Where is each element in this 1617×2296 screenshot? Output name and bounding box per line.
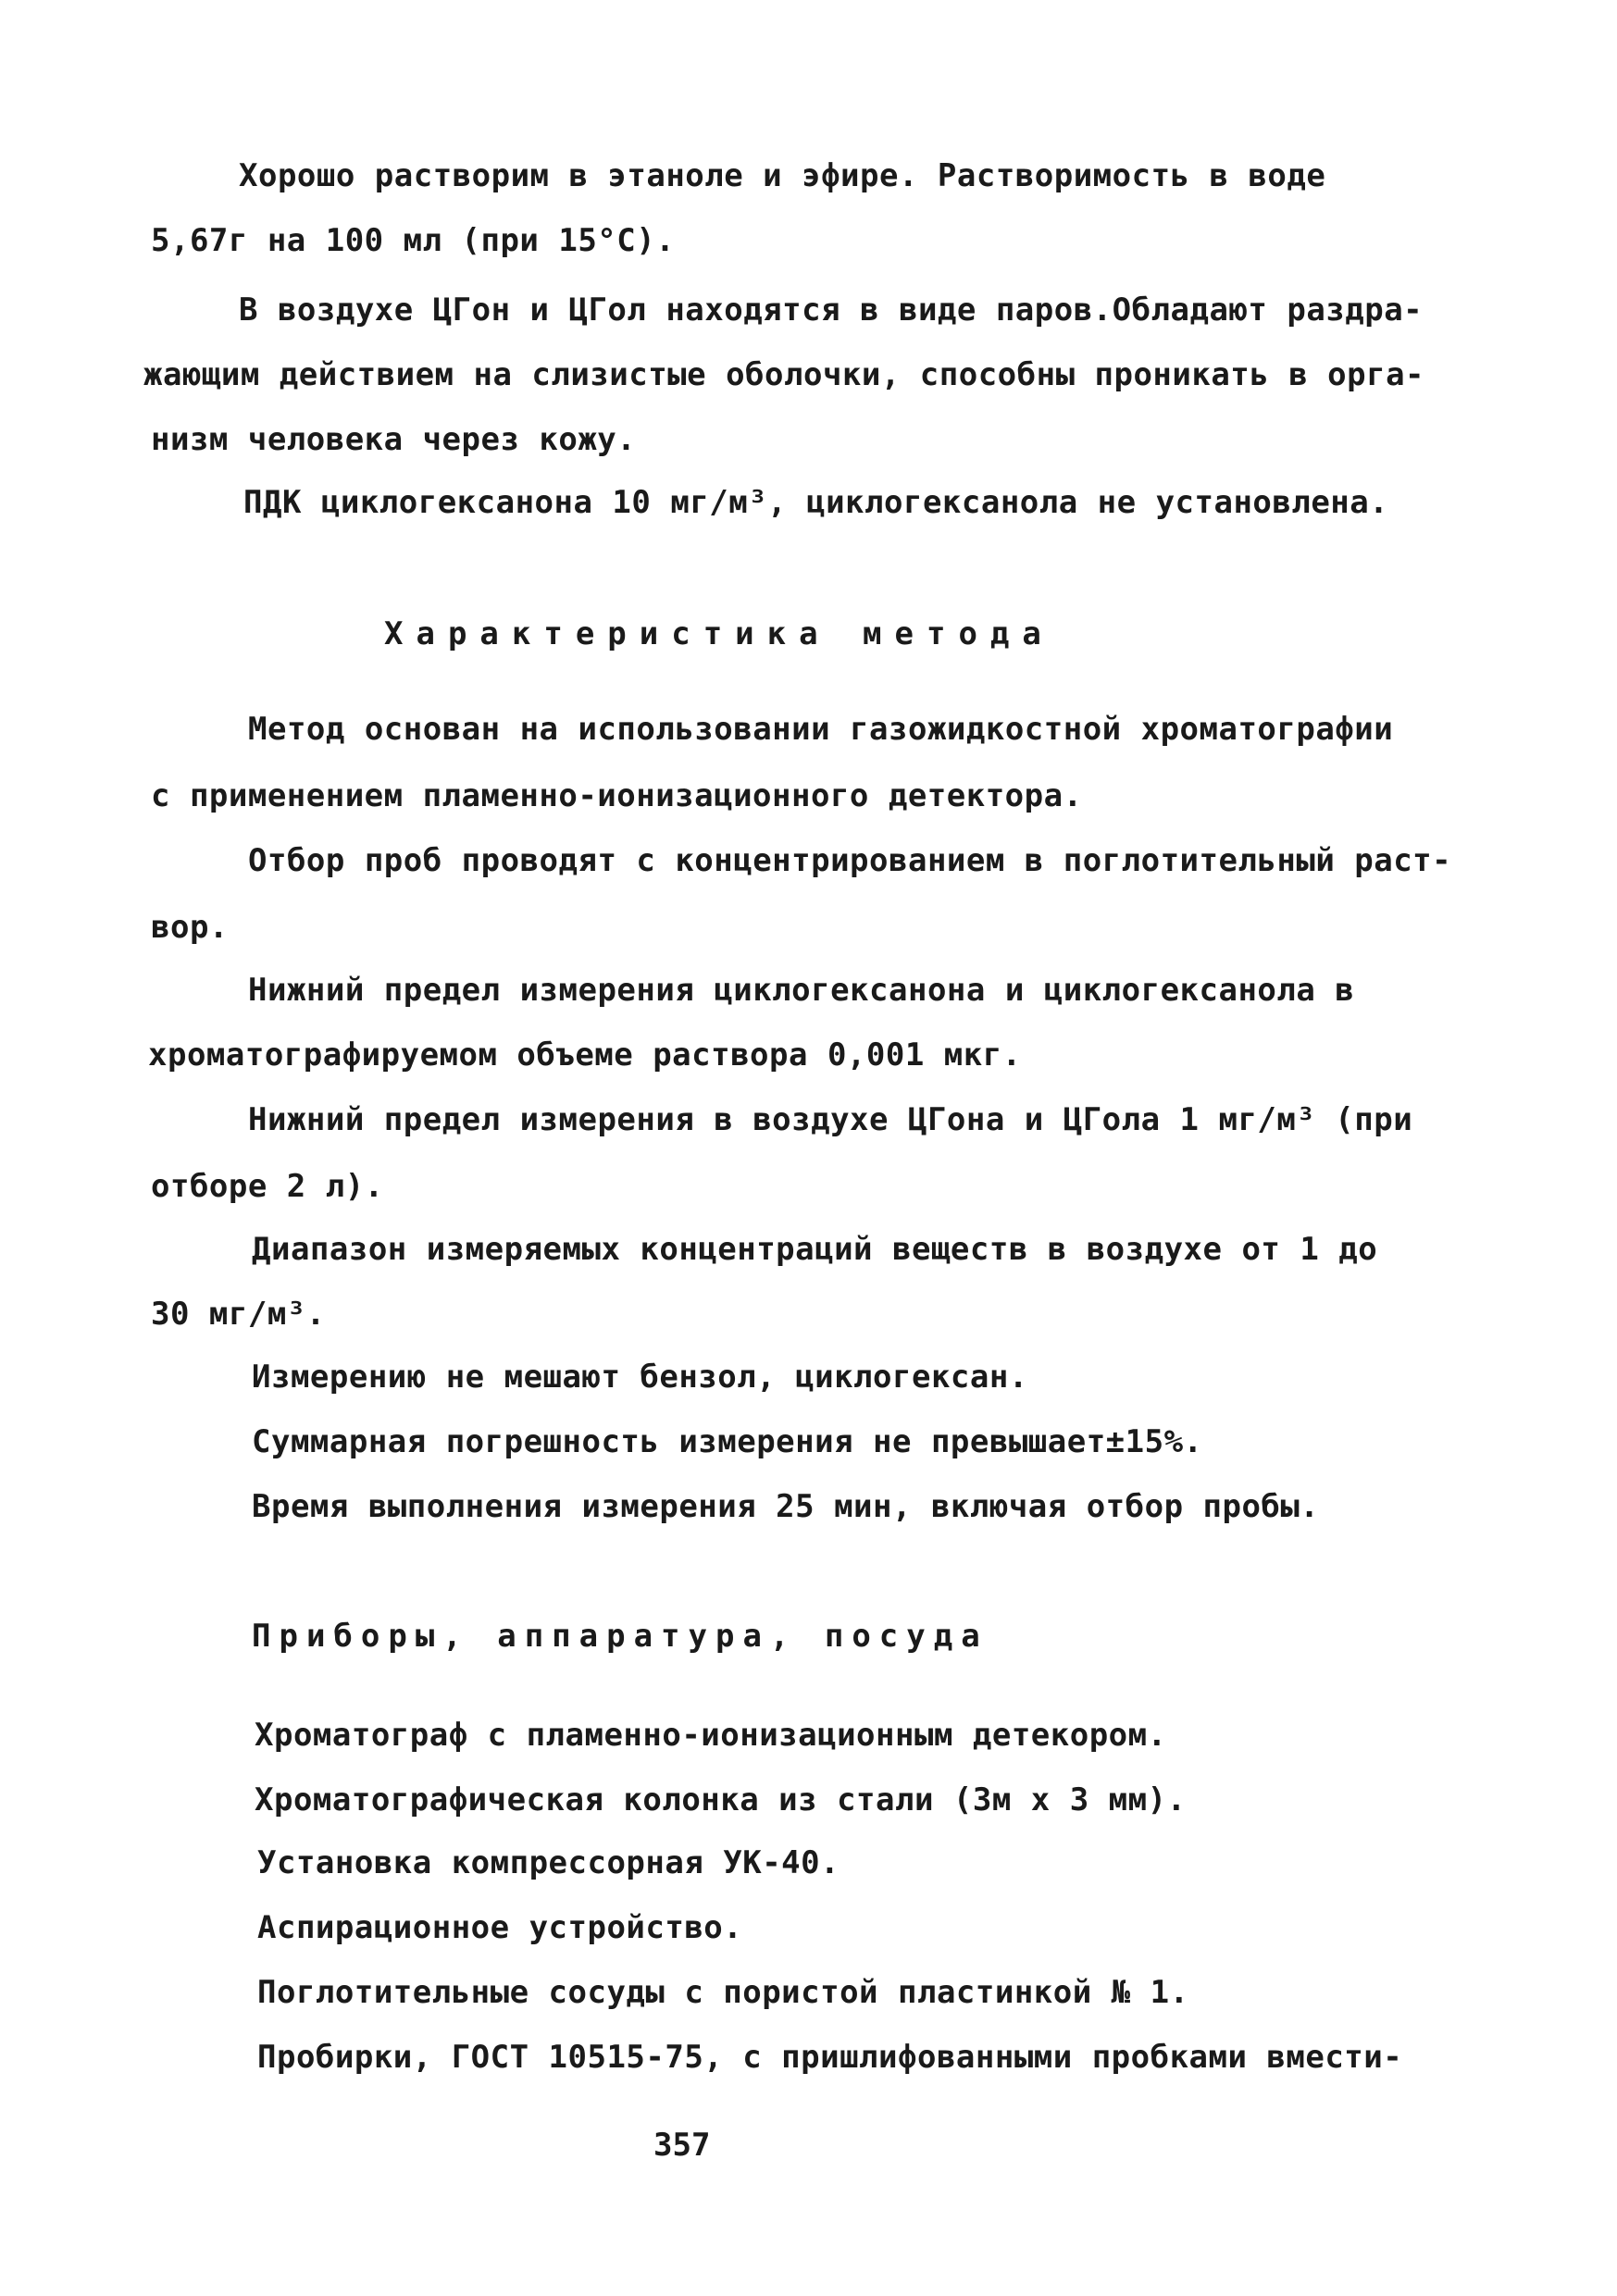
paragraph-text: Хорошо растворим в этаноле и эфире. Растворимость в воде (239, 157, 1326, 194)
paragraph-text: Метод основан на использовании газожидкостной хроматографии (248, 711, 1394, 748)
paragraph-text: В воздухе ЦГон и ЦГол находятся в виде паров.Обладают раздра- (239, 292, 1424, 329)
paragraph-text: вор. (151, 909, 229, 946)
paragraph-text: Измерению не мешают бензол, циклогексан. (252, 1359, 1028, 1396)
paragraph-text: Нижний предел измерения в воздухе ЦГона и ЦГола 1 мг/м³ (при (248, 1101, 1413, 1138)
list-item: Аспирационное устройство. (257, 1909, 743, 1946)
section-heading: Характеристика метода (384, 615, 1054, 652)
section-heading: Приборы, аппаратура, посуда (252, 1618, 989, 1655)
list-item: Хроматограф с пламенно-ионизационным детекором. (255, 1717, 1167, 1754)
paragraph-text: 5,67г на 100 мл (при 15°С). (151, 222, 676, 259)
paragraph-text: с применением пламенно-ионизационного детектора. (151, 777, 1083, 814)
paragraph-text: Отбор проб проводят с концентрированием в поглотительный раст- (248, 842, 1452, 879)
paragraph-text: Нижний предел измерения циклогексанона и циклогексанола в (248, 972, 1355, 1009)
paragraph-text: Суммарная погрешность измерения не превышает±15%. (252, 1423, 1203, 1460)
paragraph-text: ПДК циклогексанона 10 мг/м³, циклогексанола не установлена. (243, 484, 1389, 521)
paragraph-text: жающим действием на слизистые оболочки, способны проникать в орга- (143, 356, 1425, 393)
paragraph-text: отборе 2 л). (151, 1168, 384, 1205)
list-item: Установка компрессорная УК-40. (257, 1844, 840, 1881)
paragraph-text: хроматографируемом объеме раствора 0,001 мкг. (148, 1036, 1022, 1074)
paragraph-text: Время выполнения измерения 25 мин, включая отбор пробы. (252, 1488, 1320, 1525)
paragraph-text: 30 мг/м³. (151, 1296, 326, 1333)
list-item: Пробирки, ГОСТ 10515-75, с пришлифованными пробками вмести- (257, 2039, 1403, 2076)
paragraph-text: Диапазон измеряемых концентраций веществ в воздухе от 1 до (252, 1231, 1378, 1268)
list-item: Хроматографическая колонка из стали (3м х 3 мм). (255, 1781, 1187, 1818)
paragraph-text: низм человека через кожу. (151, 421, 637, 458)
list-item: Поглотительные сосуды с пористой пластинкой № 1. (257, 1974, 1189, 2011)
page-number: 357 (653, 2127, 711, 2164)
